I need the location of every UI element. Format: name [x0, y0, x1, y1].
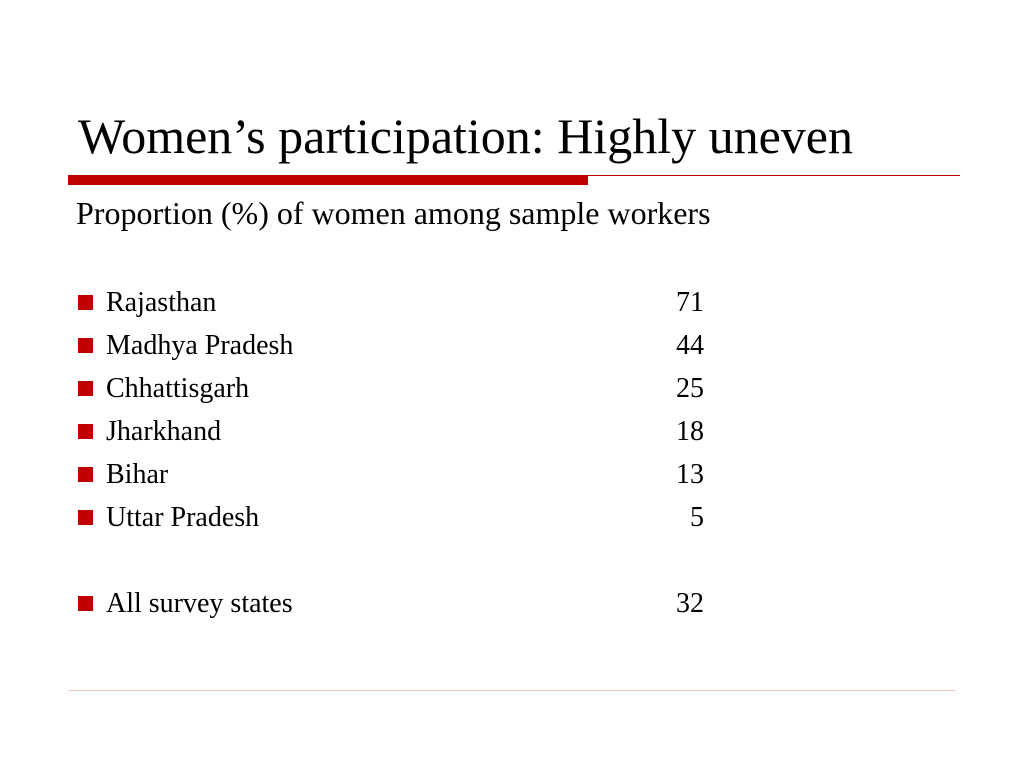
state-label: Chhattisgarh: [106, 373, 250, 404]
list-item-jharkhand: [76, 412, 716, 455]
square-bullet-icon: [78, 467, 93, 482]
state-value: 5: [690, 502, 704, 533]
state-value: 44: [676, 330, 704, 361]
footer-divider: [68, 690, 956, 691]
state-proportion-list: [76, 283, 716, 627]
slide-subtitle: Proportion (%) of women among sample workers: [76, 195, 711, 231]
title-underline-thin: [588, 175, 960, 176]
list-item-uttar-pradesh: [76, 498, 716, 541]
state-value: 25: [676, 373, 704, 404]
slide-title: Women’s participation: Highly uneven: [78, 108, 853, 164]
state-label: Uttar Pradesh: [106, 502, 260, 533]
state-label: Madhya Pradesh: [106, 330, 294, 361]
total-label: All survey states: [106, 588, 293, 619]
title-underline-thick: [68, 175, 588, 185]
square-bullet-icon: [78, 295, 93, 310]
square-bullet-icon: [78, 596, 93, 611]
state-label: Jharkhand: [106, 416, 222, 447]
list-item-chhattisgarh: [76, 369, 716, 412]
square-bullet-icon: [78, 424, 93, 439]
total-value: 32: [676, 588, 704, 619]
state-value: 18: [676, 416, 704, 447]
state-value: 13: [676, 459, 704, 490]
state-label: Rajasthan: [106, 287, 217, 318]
state-value: 71: [676, 287, 704, 318]
list-item-rajasthan: [76, 283, 716, 326]
list-item-all-survey-states: [76, 584, 716, 627]
list-item-bihar: [76, 455, 716, 498]
state-label: Bihar: [106, 459, 169, 490]
square-bullet-icon: [78, 338, 93, 353]
square-bullet-icon: [78, 510, 93, 525]
square-bullet-icon: [78, 381, 93, 396]
list-item-madhya-pradesh: [76, 326, 716, 369]
